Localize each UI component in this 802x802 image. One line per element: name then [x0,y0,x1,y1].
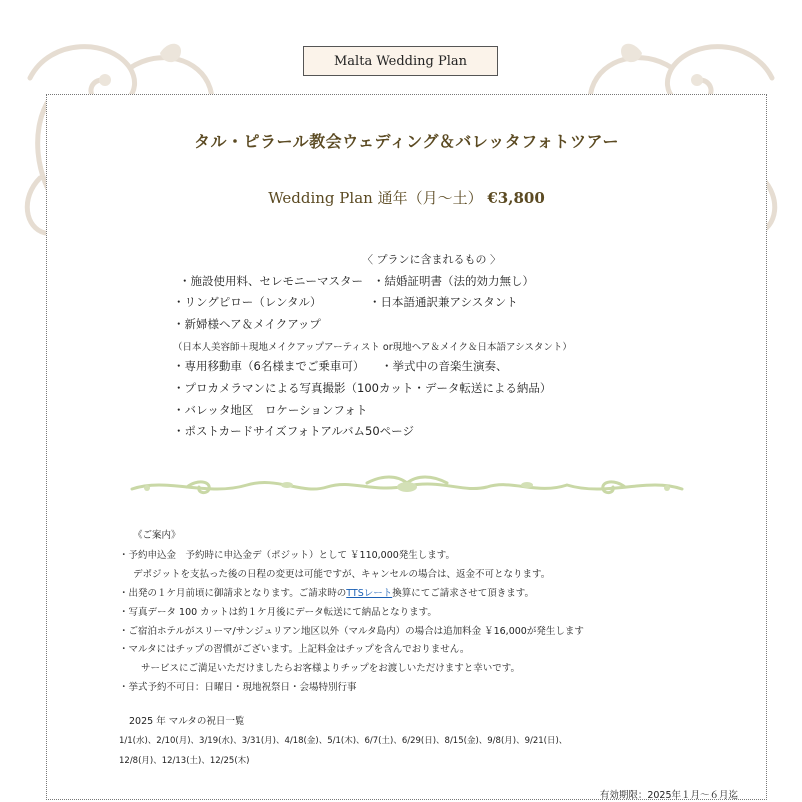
price-value: €3,800 [487,189,545,207]
plan-header-text: Malta Wedding Plan [334,53,467,69]
plan-frame [46,94,767,800]
validity-period: 有効期限：2025年１月〜６月迄 [599,790,738,801]
info-deposit: ・予約申込金 予約時に申込金デ（ポジット）として ￥110,000発生します。 [119,550,456,561]
price-prefix: Wedding Plan 通年（月〜土） [268,189,483,207]
info-photo: ・写真データ 100 カットは約１ケ月後にデータ転送にて納品となります。 [119,607,437,618]
plan-item: ・バレッタ地区 ロケーションフォト [173,403,368,417]
plan-item: ・新婦様ヘア＆メイクアップ [173,317,321,331]
plan-item: ・専用移動車（6名様までご乗車可） [173,359,365,373]
info-invoice-before: ・出発の１ケ月前頃に御請求となります。ご請求時の [119,588,347,599]
page-title: タル・ピラール教会ウェディング＆バレッタフォトツアー [193,132,619,151]
floral-divider-icon [127,473,687,499]
info-invoice-after: 換算にてご請求させて頂きます。 [392,588,534,599]
info-title: 《ご案内》 [133,530,181,541]
plan-item: ・プロカメラマンによる写真撮影（100カット・データ転送による納品） [173,381,552,395]
plan-item: ・リングピロー（レンタル） [173,295,322,309]
price-line [47,187,766,208]
info-hotel: ・ご宿泊ホテルがスリーマ/サンジュリアン地区以外（マルタ島内）の場合は追加料金 ￥16,000が発生します [119,626,584,637]
plan-item: ・ポストカードサイズフォトアルバム50ページ [173,424,414,438]
holiday-heading: 2025 年 マルタの祝日一覧 [129,716,245,727]
holiday-list-line-1: 1/1(水)、2/10(月)、3/19(水)、3/31(月)、4/18(金)、5/1(木)、6/7(土)、6/29(日)、8/15(金)、9/8(月)、9/21(日)、 [119,736,568,746]
info-deposit-note: デポジットを支払った後の日程の変更は可能ですが、キャンセルの場合は、返金不可となります。 [133,569,551,580]
info-unavailable: ・挙式予約不可日：日曜日・現地祝祭日・会場特別行事 [119,682,357,693]
plan-header-label [303,46,498,76]
info-tip: ・マルタにはチップの習慣がございます。上記料金はチップを含んでおりません。 [119,644,470,655]
plan-includes-heading: 〈 プランに含まれるもの 〉 [362,253,501,266]
plan-item-note: （日本人美容師＋現地メイクアップアーティスト or現地ヘア＆メイク＆日本語アシスタント） [173,342,572,353]
info-tip-note: サービスにご満足いただけましたらお客様よりチップをお渡しいただけますと幸いです。 [141,663,520,674]
plan-item: ・結婚証明書（法的効力無し） [373,274,534,288]
tts-rate-link[interactable]: TTSレート [346,588,393,599]
holiday-list-line-2: 12/8(月)、12/13(土)、12/25(木) [119,756,250,766]
plan-item: ・挙式中の音楽生演奏、 [381,359,508,373]
plan-item: ・施設使用料、セレモニーマスター [179,274,363,288]
info-invoice [119,585,534,599]
plan-item: ・日本語通訳兼アシスタント [369,295,518,309]
